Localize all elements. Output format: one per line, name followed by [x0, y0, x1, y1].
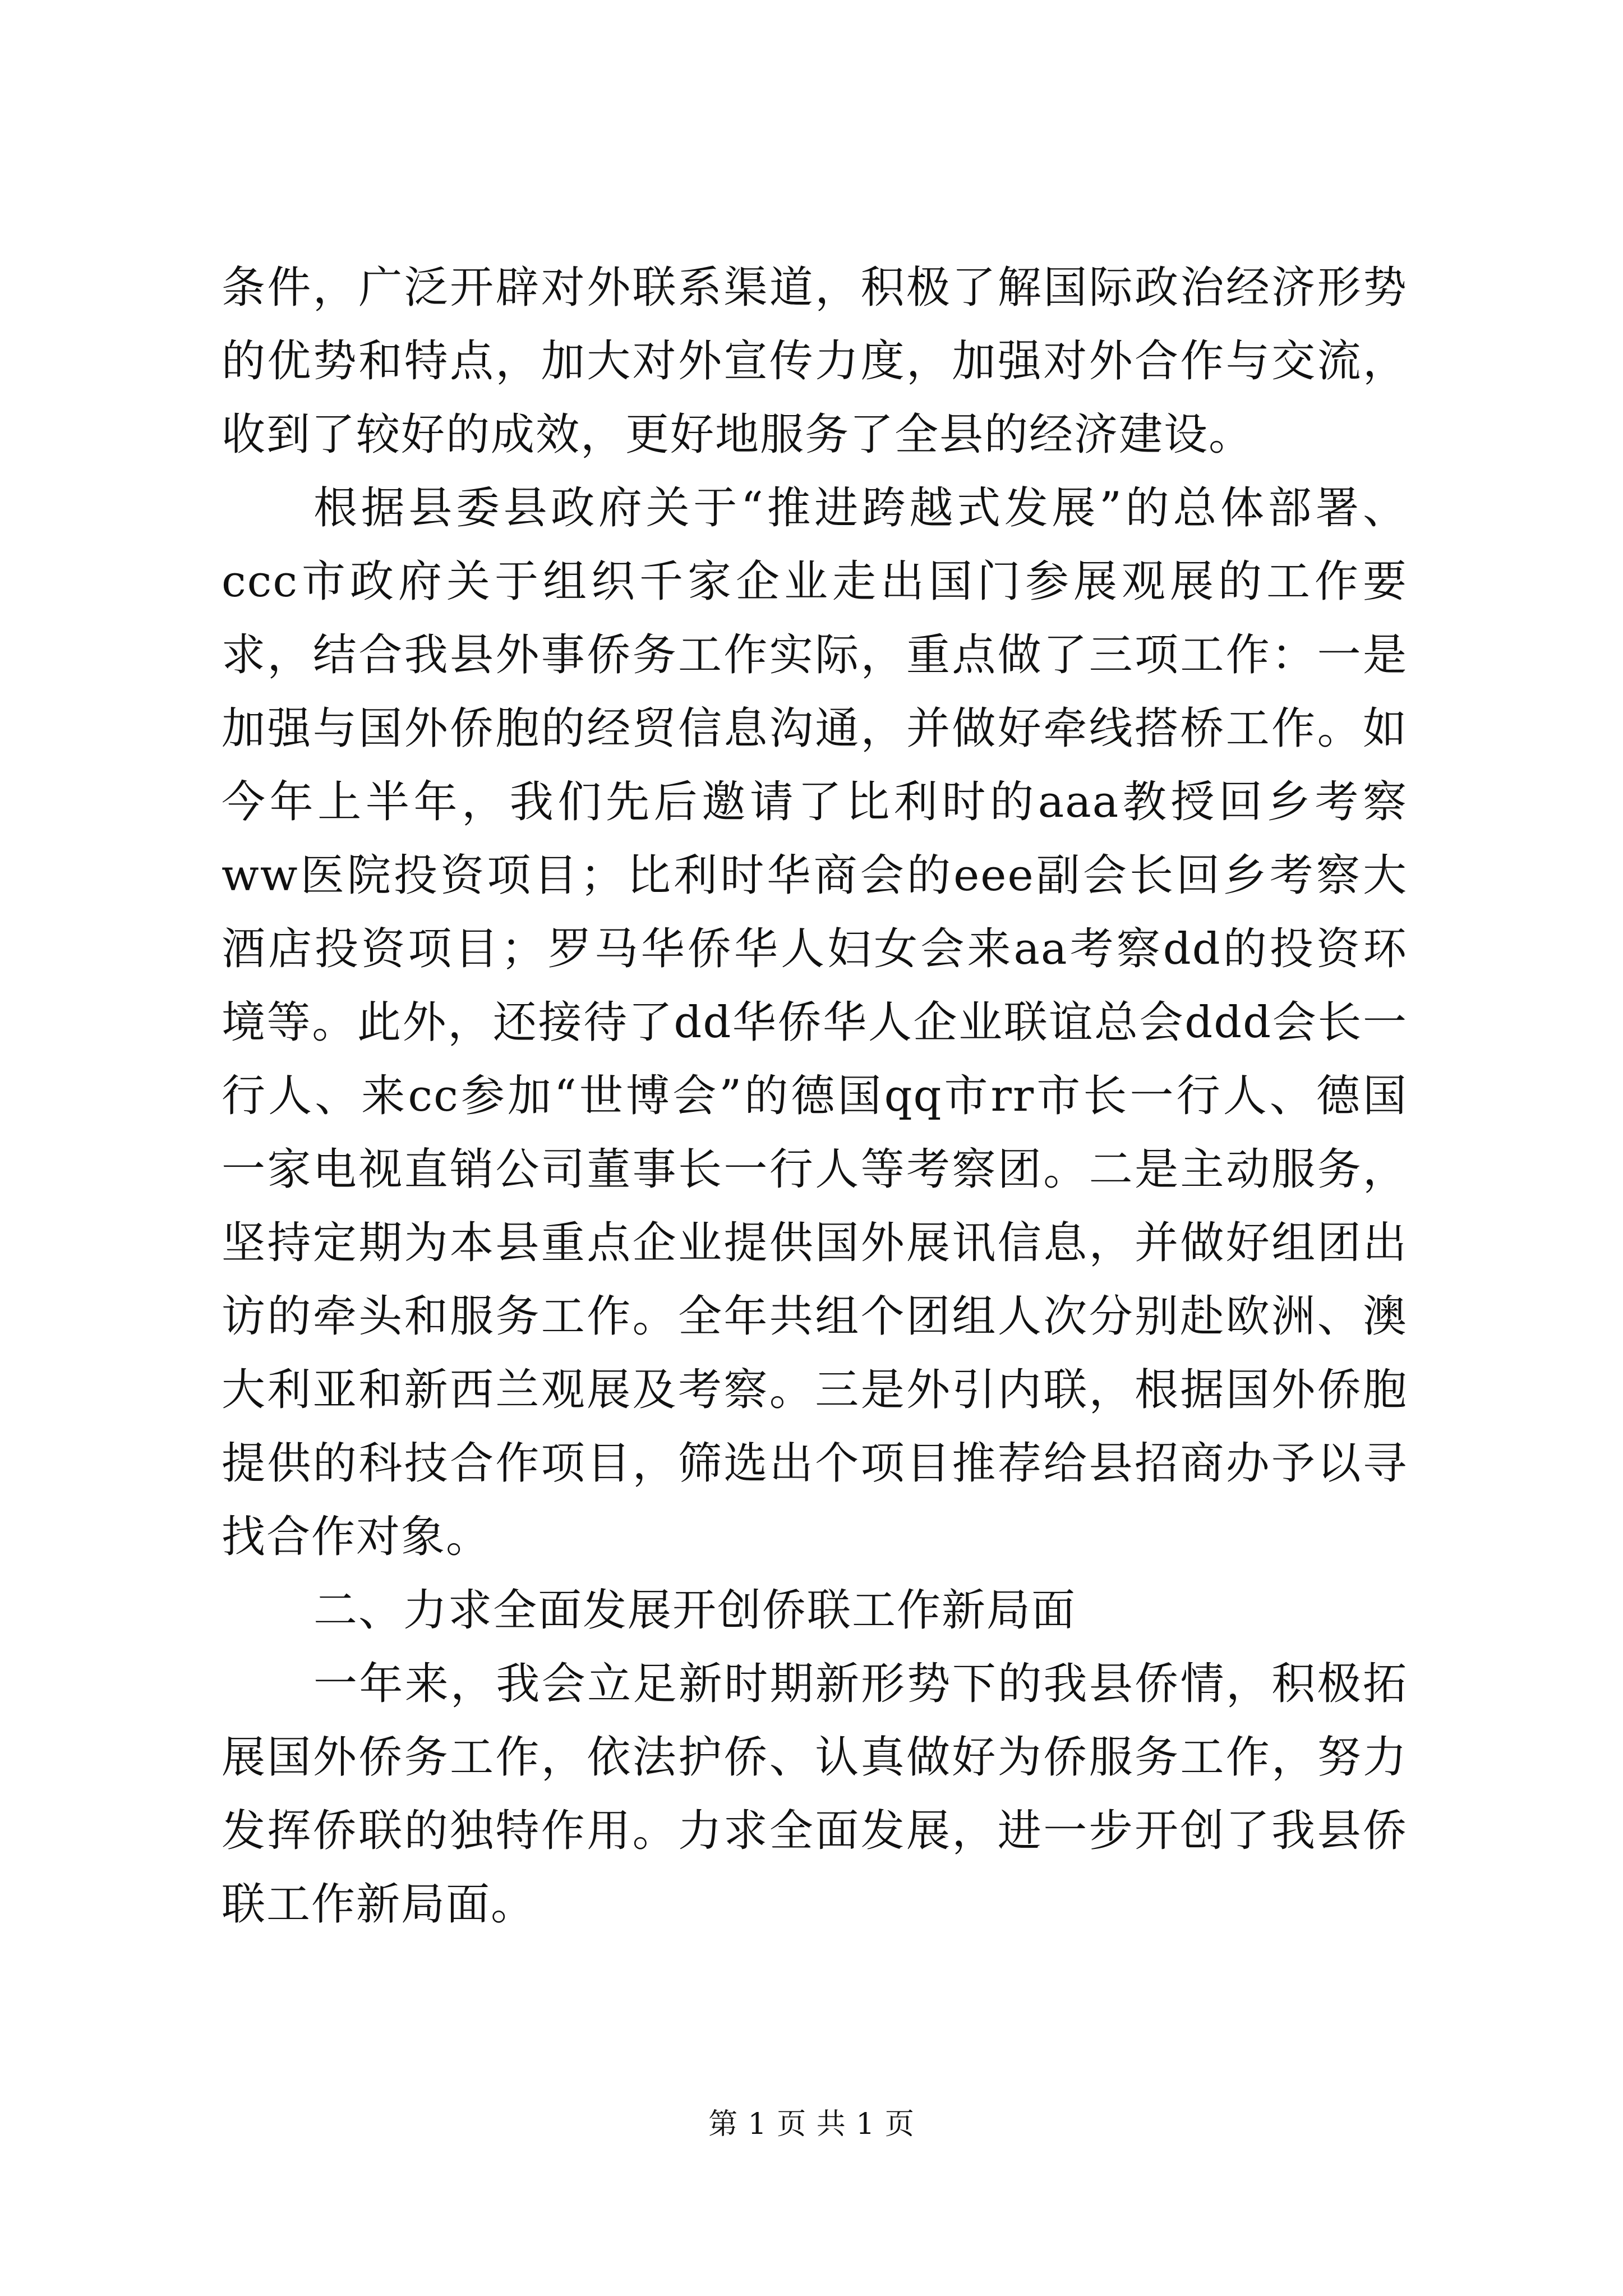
- paragraph-continuation: 条件，广泛开辟对外联系渠道，积极了解国际政治经济形势的优势和特点，加大对外宣传力度，加强对外合作与交流，收到了较好的成效，更好地服务了全县的经济建设。: [222, 263, 1408, 460]
- paragraph-key-work: 根据县委县政府关于“推进跨越式发展”的总体部署、ccc市政府关于组织千家企业走出国门参展观展的工作要求，结合我县外事侨务工作实际，重点做了三项工作：一是加强与国外侨胞的经贸信息沟通，并做好牵线搭桥工作。如今年上半年，我们先后邀请了比利时的aaa教授回乡考察ww医院投资项目；比利时华商会的eee副会长回乡考察大酒店投资项目；罗马华侨华人妇女会来aa考察dd的投资环境等。此外，还接待了dd华侨华人企业联谊总会ddd会长一行人、来cc参加“世博会”的德国qq市rr市长一行人、德国一家电视直销公司董事长一行人等考察团。二是主动服务，坚持定期为本县重点企业提供国外展讯信息，并做好组团出访的牵头和服务工作。全年共组个团组人次分别赴欧洲、澳大利亚和新西兰观展及考察。三是外引内联，根据国外侨胞提供的科技合作项目，筛选出个项目推荐给县招商办予以寻找合作对象。: [222, 483, 1408, 1562]
- section-heading: 二、力求全面发展开创侨联工作新局面: [313, 1585, 1077, 1636]
- document-body: [222, 251, 1408, 1941]
- page-number-footer: 第 1 页 共 1 页: [708, 2108, 915, 2141]
- paragraph-summary: 一年来，我会立足新时期新形势下的我县侨情，积极拓展国外侨务工作，依法护侨、认真做好为侨服务工作，努力发挥侨联的独特作用。力求全面发展，进一步开创了我县侨联工作新局面。: [222, 1659, 1408, 1930]
